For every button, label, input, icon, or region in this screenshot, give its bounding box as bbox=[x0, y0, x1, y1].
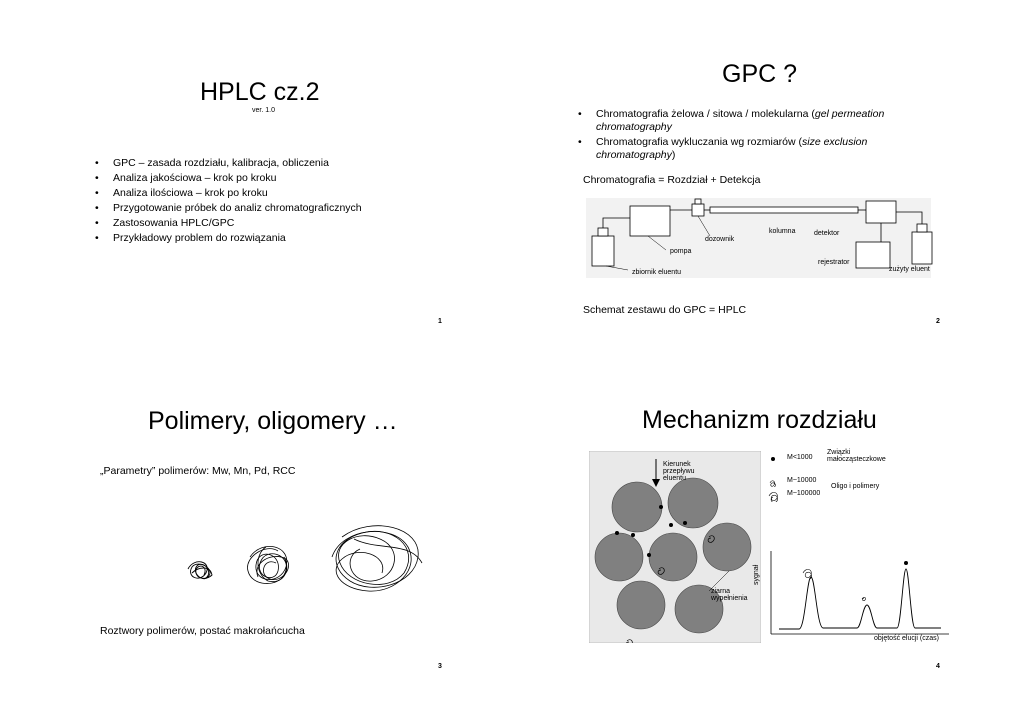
slide-2 bbox=[512, 0, 1024, 362]
bullet-item: • Analiza ilościowa – krok po kroku bbox=[95, 187, 362, 200]
slide-title: Polimery, oligomery … bbox=[148, 407, 398, 435]
parameters-text: „Parametry” polimerów: Mw, Mn, Pd, RCC bbox=[100, 465, 296, 477]
grain-particle bbox=[595, 533, 643, 581]
small-molecule-dot-icon bbox=[771, 457, 775, 461]
slide-4 bbox=[512, 362, 1024, 724]
eluent-reservoir bbox=[592, 236, 614, 266]
legend-m1: M<1000 bbox=[787, 454, 813, 461]
slide-3 bbox=[0, 362, 512, 724]
polymer-coils-image bbox=[182, 517, 432, 597]
small-coil-icon bbox=[188, 562, 212, 579]
bullet-item: • Przygotowanie próbek do analiz chromatograficznych bbox=[95, 202, 362, 215]
bullet-text: ) bbox=[671, 149, 676, 161]
label-kolumna: kolumna bbox=[769, 228, 796, 235]
grain-particle bbox=[617, 581, 665, 629]
bullet-italic-text: gel permeation chromatography bbox=[596, 108, 885, 133]
column-tube bbox=[710, 207, 858, 213]
medium-coil-icon bbox=[248, 546, 289, 583]
oligomer-peak-icon bbox=[862, 597, 866, 600]
bullet-item bbox=[578, 108, 898, 134]
slide-1 bbox=[0, 0, 512, 362]
legend bbox=[771, 449, 951, 509]
legend-m2: M~10000 bbox=[787, 477, 817, 484]
x-axis-label: objętość elucji (czas) bbox=[874, 635, 939, 642]
slide-title: GPC ? bbox=[722, 60, 798, 88]
small-molecule-peak-icon bbox=[904, 561, 908, 565]
label-zbiornik: zbiornik eluentu bbox=[632, 269, 682, 276]
chromatogram-trace bbox=[779, 569, 941, 629]
legend-group2: Oligo i polimery bbox=[831, 483, 880, 490]
bullet-item: • Zastosowania HPLC/GPC bbox=[95, 217, 362, 230]
page-number: 3 bbox=[438, 663, 442, 670]
label-pompa: pompa bbox=[670, 248, 692, 255]
y-axis-label: sygnał bbox=[753, 564, 760, 585]
recorder-box bbox=[856, 242, 890, 268]
injector-box bbox=[692, 204, 704, 216]
grain-particle bbox=[703, 523, 751, 571]
bullet-list bbox=[95, 157, 362, 247]
bullet-text: Chromatografia wykluczania wg rozmiarów ( bbox=[596, 136, 802, 148]
page-number: 4 bbox=[936, 663, 940, 670]
legend-m3: M~100000 bbox=[787, 490, 821, 497]
bullet-item: • Przykładowy problem do rozwiązania bbox=[95, 232, 362, 245]
grain-particle bbox=[649, 533, 697, 581]
diagram-caption: Schemat zestawu do GPC = HPLC bbox=[583, 304, 747, 316]
bullet-item: • Analiza jakościowa – krok po kroku bbox=[95, 172, 362, 185]
bullet-text: Chromatografia żelowa / sitowa / molekularna ( bbox=[596, 108, 815, 120]
solutions-caption: Roztwory polimerów, postać makrołańcucha bbox=[100, 625, 305, 637]
chromatogram bbox=[759, 547, 954, 647]
grain-particle bbox=[668, 478, 718, 528]
polymer-coil-icon bbox=[767, 490, 781, 502]
flow-direction-label: Kierunek przepływu eluentu bbox=[663, 461, 695, 482]
page-number: 1 bbox=[438, 318, 442, 325]
pump-box bbox=[630, 206, 670, 236]
slide-title: Mechanizm rozdziału bbox=[642, 406, 877, 434]
page-number: 2 bbox=[936, 318, 940, 325]
label-zuzyty: zużyty eluent bbox=[889, 266, 930, 273]
grains-label: ziarna wypełnienia bbox=[711, 588, 748, 602]
bullet-item: • GPC – zasada rozdziału, kalibracja, obliczenia bbox=[95, 157, 362, 170]
bullet-italic-text: size exclusion chromatography bbox=[596, 136, 868, 161]
slide-title: HPLC cz.2 bbox=[200, 78, 320, 106]
waste-container bbox=[912, 232, 932, 264]
label-dozownik: dozownik bbox=[705, 236, 735, 243]
label-rejestrator: rejestrator bbox=[818, 259, 850, 266]
oligomer-coil-icon bbox=[769, 479, 779, 487]
equation-text: Chromatografia = Rozdział + Detekcja bbox=[583, 174, 761, 186]
label-detektor: detektor bbox=[814, 230, 840, 237]
bullet-list bbox=[578, 108, 898, 164]
version-label: ver. 1.0 bbox=[252, 107, 275, 114]
bullet-item bbox=[578, 136, 898, 162]
grain-particle bbox=[612, 482, 662, 532]
large-coil-icon bbox=[332, 526, 422, 591]
detector-box bbox=[866, 201, 896, 223]
legend-group1: Związki małocząsteczkowe bbox=[827, 449, 886, 463]
